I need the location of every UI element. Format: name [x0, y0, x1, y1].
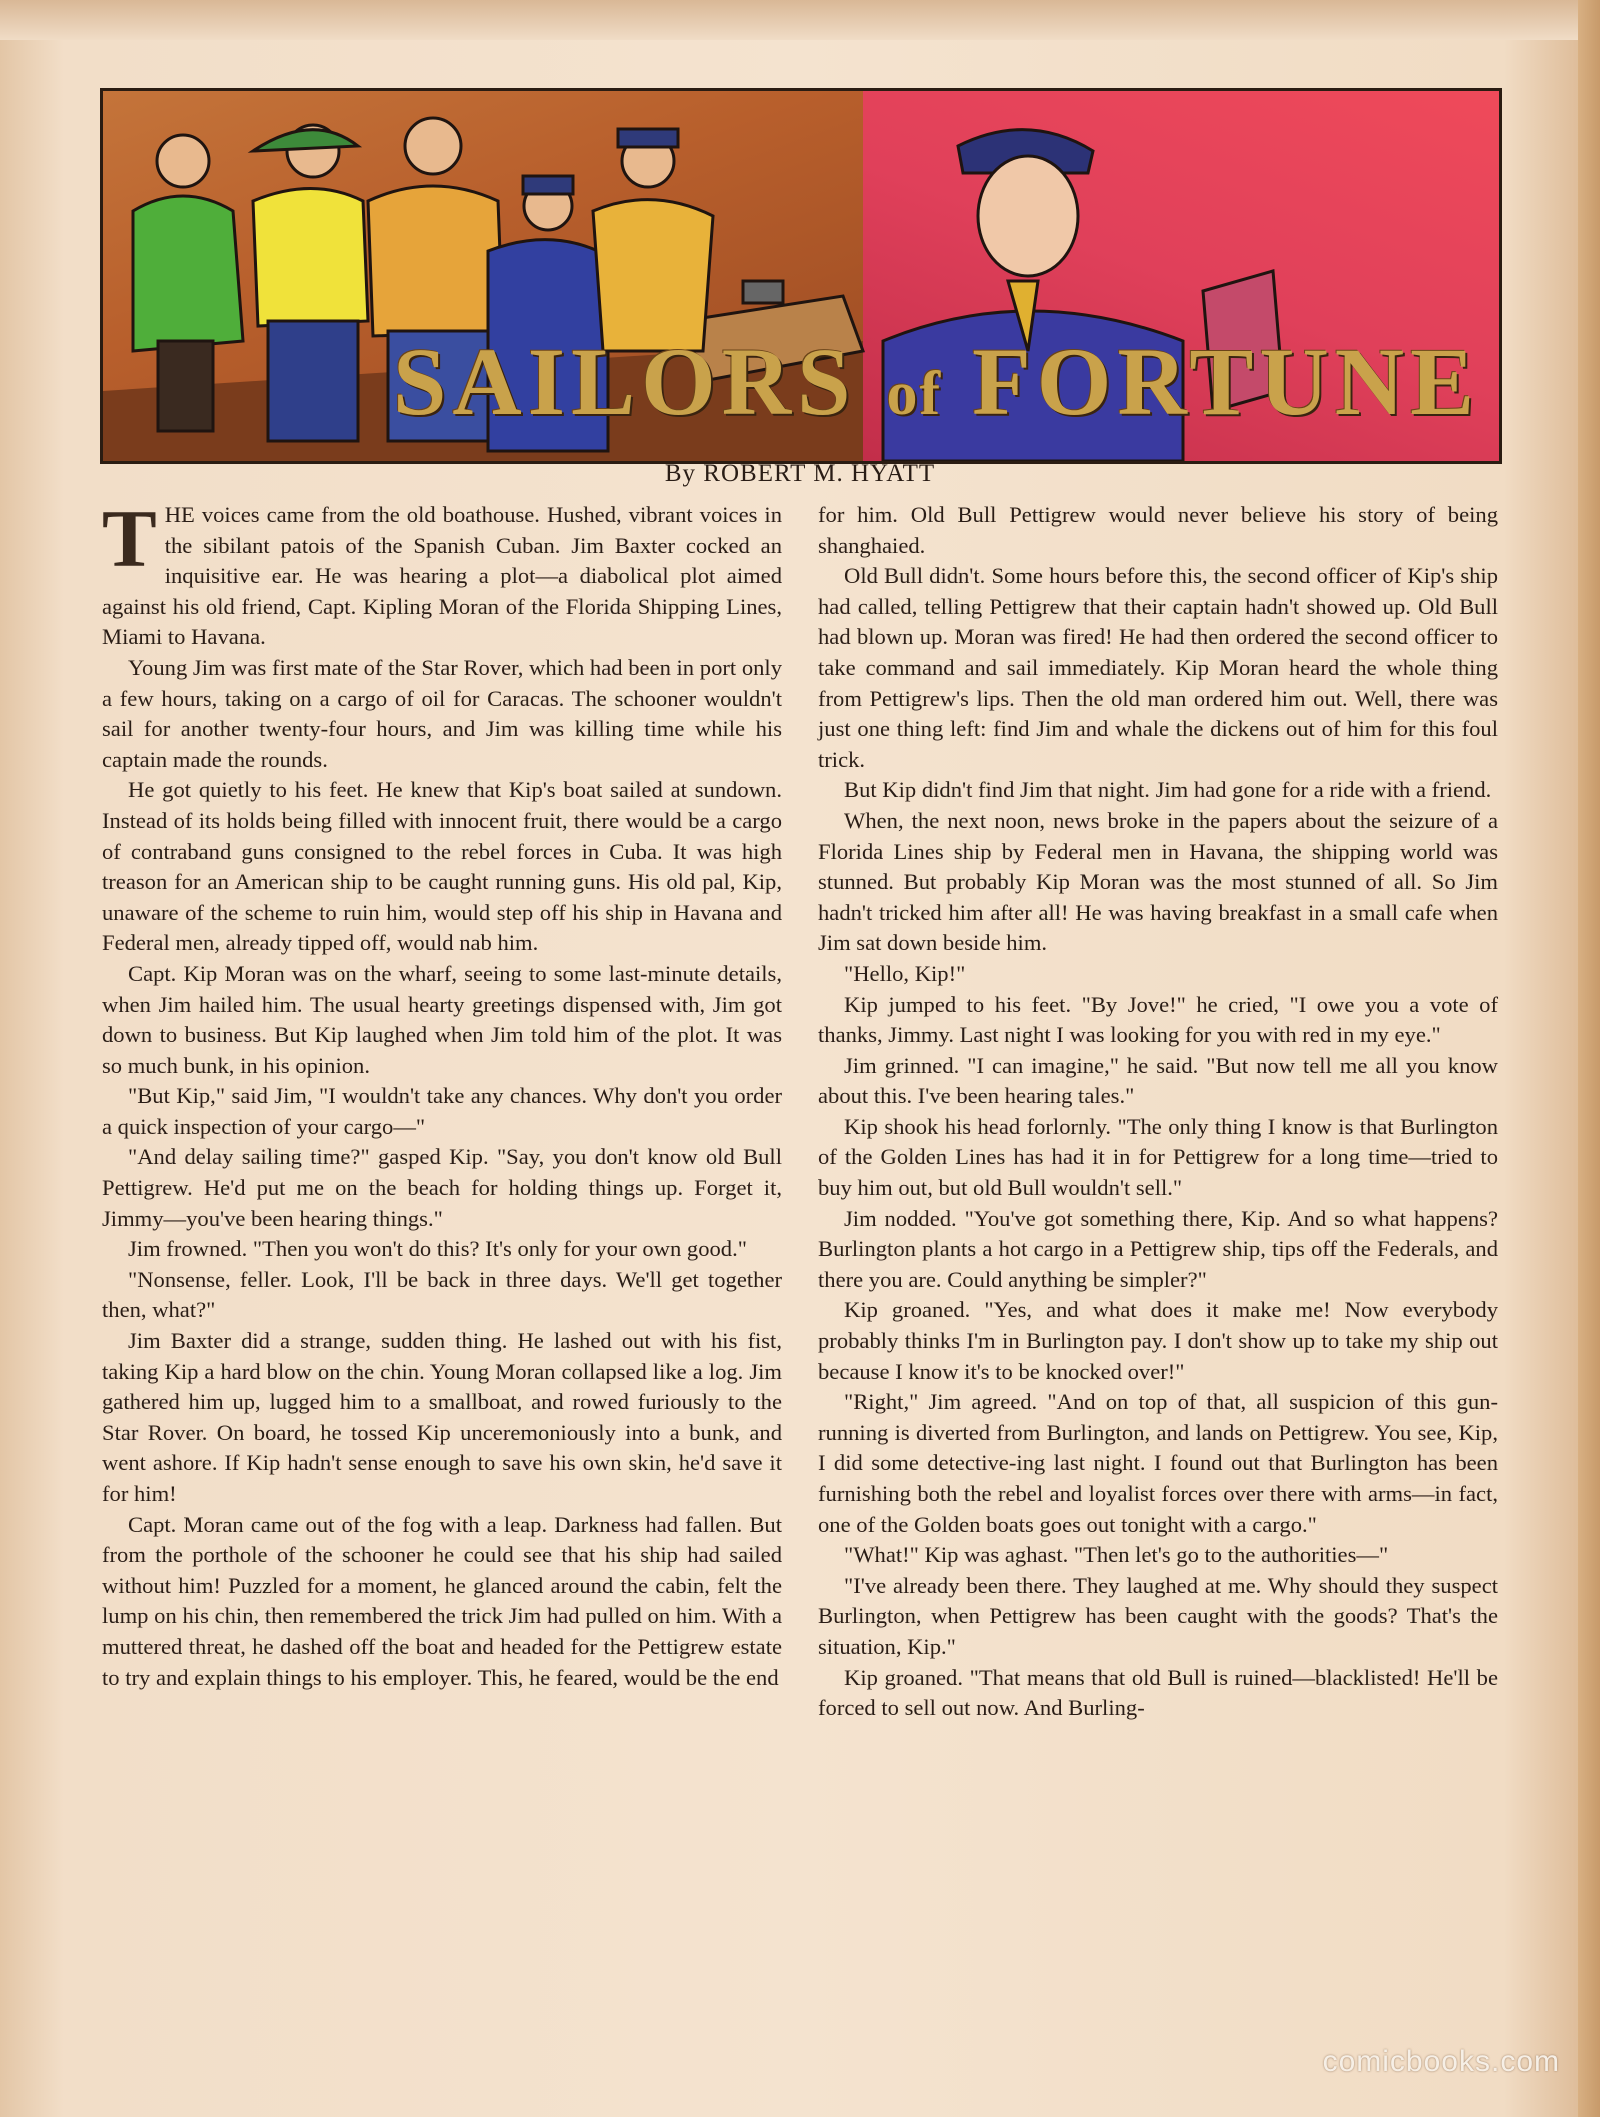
paragraph: Capt. Kip Moran was on the wharf, seeing to some last-minute details, when Jim hailed him. The usual hearty greetings dispensed with, Jim got down to business. But Kip laughed when Jim told him of the plot. It was so much bunk, in his opinion.	[102, 960, 782, 1078]
paragraph: Kip jumped to his feet. "By Jove!" he cried, "I owe you a vote of thanks, Jimmy. Last night I was looking for you with red in my eye."	[818, 991, 1498, 1048]
title-word-sailors: SAILORS	[393, 328, 857, 435]
paragraph: Jim frowned. "Then you won't do this? It's only for your own good."	[128, 1236, 747, 1262]
paragraph	[102, 493, 782, 653]
page-right-edge	[1578, 0, 1600, 2117]
drop-cap: T	[102, 493, 157, 584]
paragraph: "And delay sailing time?" gasped Kip. "Say, you don't know old Bull Pettigrew. He'd put me on the beach for holding things up. Forget it, Jimmy—you've been hearing things."	[102, 1144, 782, 1231]
story-title	[393, 326, 1493, 436]
paragraph: "I've already been there. They laughed at me. Why should they suspect Burlington, when Pettigrew has been caught with the goods? That's the situation, Kip."	[818, 1572, 1498, 1659]
title-word-fortune: FORTUNE	[972, 328, 1481, 435]
paragraph: "Nonsense, feller. Look, I'll be back in three days. We'll get together then, what?"	[102, 1266, 782, 1323]
text-column-left	[102, 493, 782, 1693]
sailor-yellow-figure	[253, 125, 368, 441]
paragraph: Young Jim was first mate of the Star Rover, which had been in port only a few hours, taking on a cargo of oil for Caracas. The schooner wouldn't sail for another twenty-four hours, and Jim was killing time while his captain made the rounds.	[102, 654, 782, 772]
paragraph: Kip groaned. "That means that old Bull is ruined—blacklisted! He'll be forced to sell out now. And Burling-	[818, 1664, 1498, 1721]
paragraph: Old Bull didn't. Some hours before this, the second officer of Kip's ship had called, telling Pettigrew that their captain hadn't showed up. Old Bull had blown up. Moran was fired! He had then ordered the second officer to take command and sail immediately. Kip Moran heard the whole thing from Pettigrew's lips. Then the old man ordered him out. Well, there was just one thing left: find Jim and whale the dickens out of him for this foul trick.	[818, 563, 1498, 772]
title-word-of: of	[886, 360, 943, 428]
paragraph: Jim nodded. "You've got something there, Kip. And so what happens? Burlington plants a hot cargo in a Pettigrew ship, tips off the Federals, and there you are. Could anything be simpler?"	[818, 1205, 1498, 1292]
paragraph: "Hello, Kip!"	[844, 960, 966, 986]
paragraph: Kip shook his head forlornly. "The only thing I know is that Burlington of the Golden Lines has had it in for Pettigrew for a long time—tried to buy him out, but old Bull wouldn't sell."	[818, 1113, 1498, 1201]
page-top-edge	[0, 0, 1600, 40]
site-watermark: comicbooks.com	[1322, 2045, 1560, 2078]
paragraph: "Right," Jim agreed. "And on top of that, all suspicion of this gun-running is diverted from Burlington, and lands on Pettigrew. You see, Kip, I did some detective-ing last night. I found out that Burlington has been furnishing both the rebel and loyalist forces over there with arms—in fact, one of the Golden boats goes out tonight with a cargo."	[818, 1389, 1498, 1537]
title-illustration	[100, 88, 1502, 464]
sailor-cap-figure	[593, 129, 713, 351]
author-byline: By ROBERT M. HYATT	[664, 460, 936, 487]
paragraph: But Kip didn't find Jim that night. Jim had gone for a ride with a friend.	[844, 777, 1492, 803]
paragraph: When, the next noon, news broke in the papers about the seizure of a Florida Lines ship by Federal men in Havana, the shipping world was stunned. But probably Kip Moran was the most stunned of all. So Jim hadn't tricked him after all! He was having breakfast in a small cafe when Jim sat down beside him.	[818, 807, 1498, 956]
paragraph: "What!" Kip was aghast. "Then let's go to the authorities—"	[844, 1542, 1389, 1568]
paragraph: He got quietly to his feet. He knew that Kip's boat sailed at sundown. Instead of its holds being filled with innocent fruit, there would be a cargo of contraband guns consigned to the rebel forces in Cuba. It was high treason for an American ship to be caught running guns. His old pal, Kip, unaware of the scheme to ruin him, would step off his ship in Havana and Federal men, already tipped off, would nab him.	[102, 777, 782, 956]
paragraph-text: HE voices came from the old boathouse. Hushed, vibrant voices in the sibilant patois of the Spanish Cuban. Jim Baxter cocked an inquisitive ear. He was hearing a plot—a diabolical plot aimed against his old friend, Capt. Kipling Moran of the Florida Shipping Lines, Miami to Havana.	[102, 502, 782, 650]
paragraph: "But Kip," said Jim, "I wouldn't take any chances. Why don't you order a quick inspection of your cargo—"	[102, 1083, 782, 1139]
paragraph: Jim grinned. "I can imagine," he said. "But now tell me all you know about this. I've been hearing tales."	[818, 1052, 1498, 1109]
paragraph: Jim Baxter did a strange, sudden thing. He lashed out with his fist, taking Kip a hard blow on the chin. Young Moran collapsed like a log. Jim gathered him up, lugged him to a smallboat, and rowed furiously to the Star Rover. On board, he tossed Kip unceremoniously into a bunk, and went ashore. If Kip hadn't sense enough to save his own skin, he'd save it for him!	[102, 1328, 782, 1506]
paragraph: Kip groaned. "Yes, and what does it make me! Now everybody probably thinks I'm in Burlington pay. I don't show up to take my ship out because I know it's to be knocked over!"	[818, 1297, 1498, 1384]
paragraph: for him. Old Bull Pettigrew would never believe his story of being shanghaied.	[818, 502, 1498, 558]
paragraph: Capt. Moran came out of the fog with a leap. Darkness had fallen. But from the porthole of the schooner he could see that his ship had sailed without him! Puzzled for a moment, he glanced around the cabin, felt the lump on his chin, then remembered the trick Jim had pulled on him. With a muttered threat, he dashed off the boat and headed for the Pettigrew estate to try and explain things to his employer. This, he feared, would be the end	[102, 1511, 782, 1690]
text-column-right	[818, 500, 1498, 1724]
table-device	[743, 281, 783, 303]
